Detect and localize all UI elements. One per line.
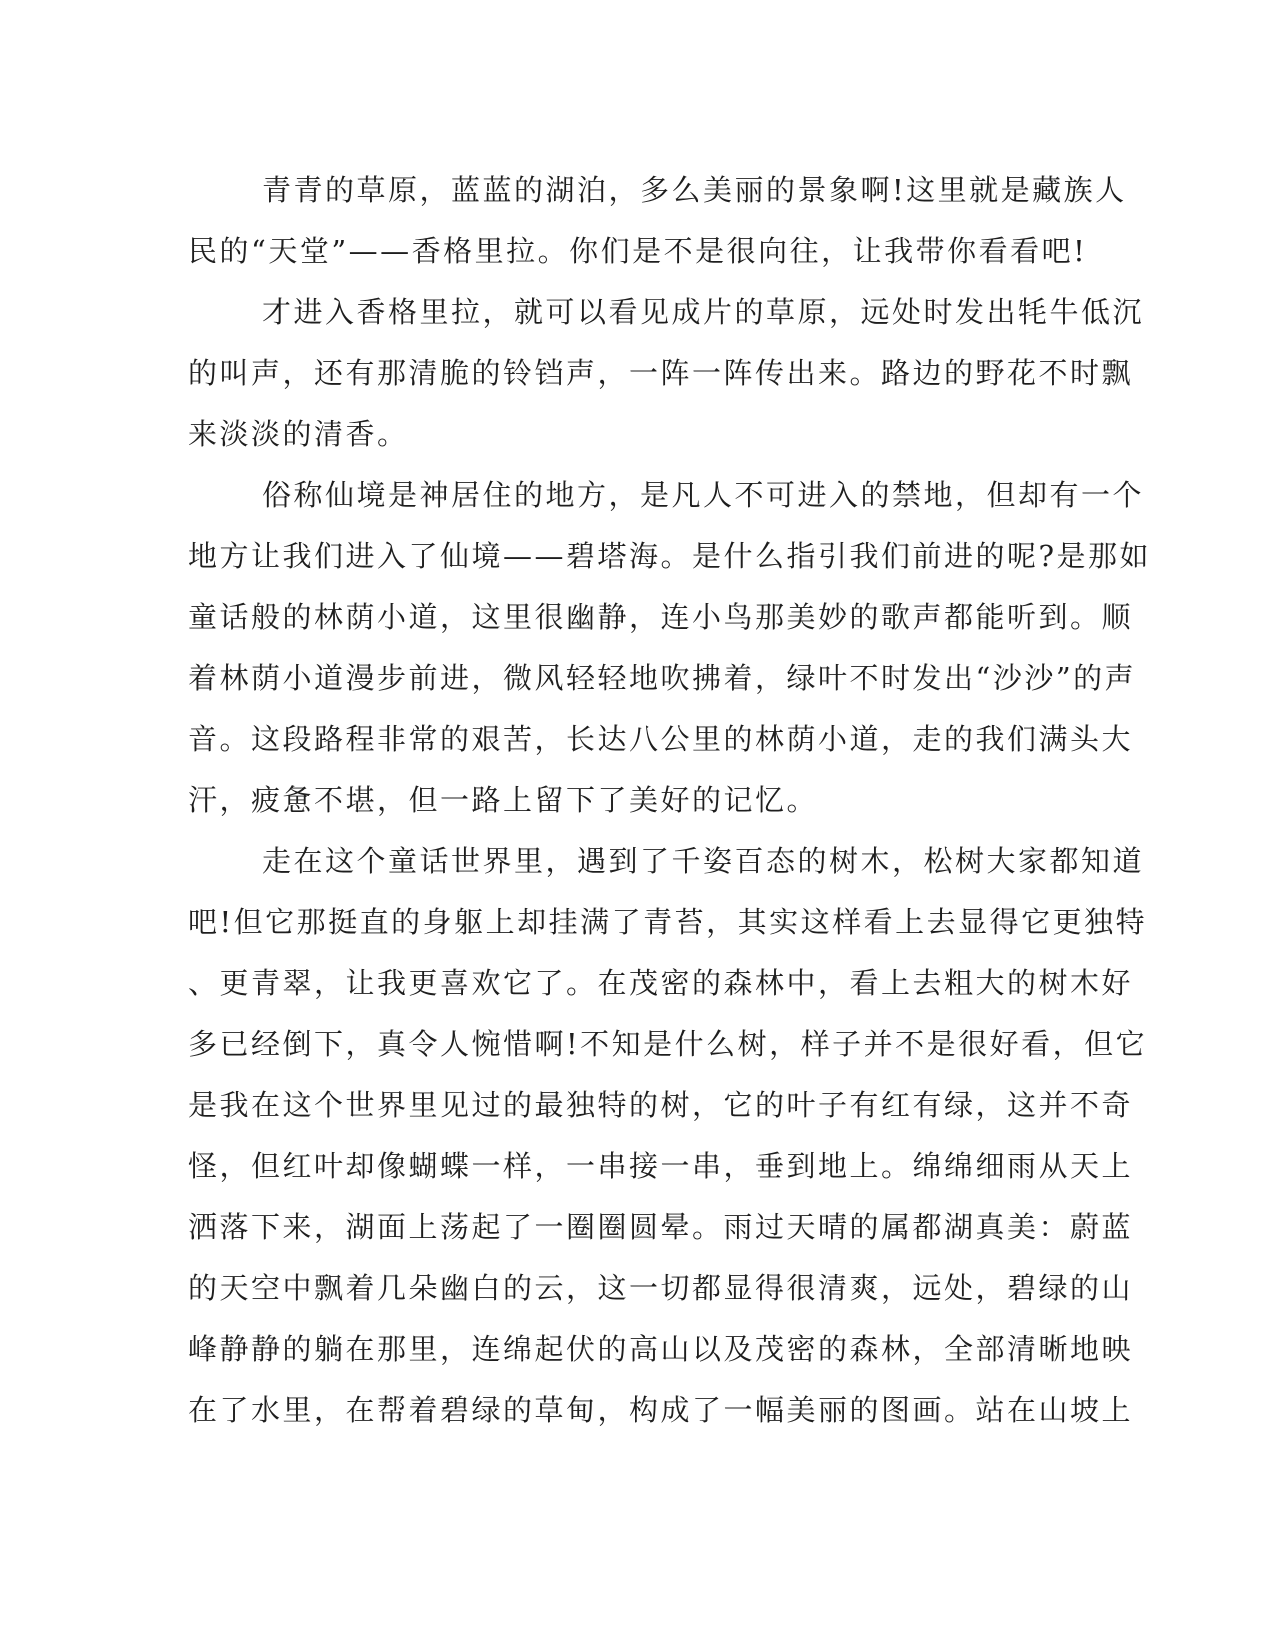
paragraph-4-line-3: 、更青翠，让我更喜欢它了。在茂密的森林中，看上去粗大的树木好	[188, 966, 1134, 1000]
paragraph-4-line-6: 怪，但红叶却像蝴蝶一样，一串接一串，垂到地上。绵绵细雨从天上	[188, 1149, 1134, 1183]
paragraph-4-line-1: 走在这个童话世界里，遇到了千姿百态的树木，松树大家都知道	[262, 844, 1145, 878]
paragraph-4-line-7: 洒落下来，湖面上荡起了一圈圈圆晕。雨过天晴的属都湖真美：蔚蓝	[188, 1210, 1134, 1244]
paragraph-4-line-9: 峰静静的躺在那里，连绵起伏的高山以及茂密的森林，全部清晰地映	[188, 1332, 1134, 1366]
paragraph-2-line-3: 来淡淡的清香。	[188, 417, 409, 451]
paragraph-2-line-2: 的叫声，还有那清脆的铃铛声，一阵一阵传出来。路边的野花不时飘	[188, 356, 1134, 390]
paragraph-3-line-6: 汗，疲惫不堪，但一路上留下了美好的记忆。	[188, 783, 819, 817]
paragraph-4-line-2: 吧!但它那挺直的身躯上却挂满了青苔，其实这样看上去显得它更独特	[188, 905, 1148, 939]
paragraph-3-line-5: 音。这段路程非常的艰苦，长达八公里的林荫小道，走的我们满头大	[188, 722, 1134, 756]
paragraph-4-line-5: 是我在这个世界里见过的最独特的树，它的叶子有红有绿，这并不奇	[188, 1088, 1134, 1122]
essay-body	[188, 160, 1152, 1441]
paragraph-3-line-2: 地方让我们进入了仙境——碧塔海。是什么指引我们前进的呢?是那如	[188, 539, 1152, 573]
paragraph-4-line-8: 的天空中飘着几朵幽白的云，这一切都显得很清爽，远处，碧绿的山	[188, 1271, 1134, 1305]
paragraph-1-line-1: 青青的草原，蓝蓝的湖泊，多么美丽的景象啊!这里就是藏族人	[262, 173, 1127, 207]
paragraph-3-line-4: 着林荫小道漫步前进，微风轻轻地吹拂着，绿叶不时发出“沙沙”的声	[188, 661, 1137, 695]
paragraph-4-line-10: 在了水里，在帮着碧绿的草甸，构成了一幅美丽的图画。站在山坡上	[188, 1393, 1134, 1427]
paragraph-3-line-1: 俗称仙境是神居住的地方，是凡人不可进入的禁地，但却有一个	[262, 478, 1145, 512]
paragraph-3-line-3: 童话般的林荫小道，这里很幽静，连小鸟那美妙的歌声都能听到。顺	[188, 600, 1134, 634]
paragraph-4-line-4: 多已经倒下，真令人惋惜啊!不知是什么树，样子并不是很好看，但它	[188, 1027, 1148, 1061]
paragraph-2-line-1: 才进入香格里拉，就可以看见成片的草原，远处时发出牦牛低沉	[262, 295, 1145, 329]
paragraph-1-line-2: 民的“天堂”——香格里拉。你们是不是很向往，让我带你看看吧!	[188, 234, 1088, 268]
